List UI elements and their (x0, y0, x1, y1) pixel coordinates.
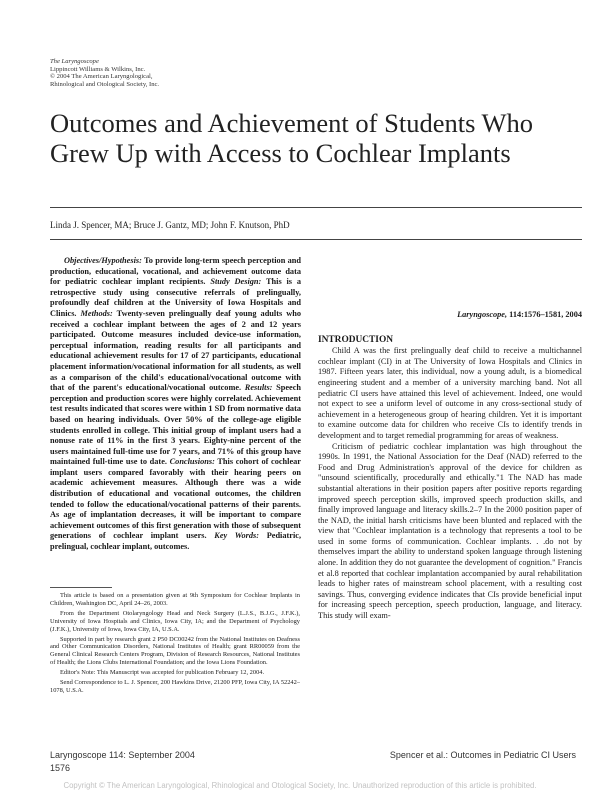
abstract-citation (318, 310, 582, 321)
journal-name: The Laryngoscope (50, 58, 99, 65)
article-notes (50, 592, 300, 697)
copyright-watermark: Copyright © The American Laryngological, Rhinological and Otological Society, Inc. Unauthorized reproduction of this article is prohibited. (63, 781, 537, 790)
page-number: 1576 (50, 763, 71, 773)
design-text: This is a retrospective study using consecutive referrals of prelingually, profoundly deaf children at the University of Iowa Hospitals and Clinics. (50, 277, 302, 318)
note-affiliation: From the Department Otolaryngology Head and Neck Surgery (L.J.S., B.J.G., J.F.K.), University of Iowa Hospitals and Clinics, Iowa City, IA; and the Department of Psychology (J.F.K.), University of Iowa, Iowa City, IA, U.S.A. (50, 609, 300, 633)
methods-text: Twenty-seven prelingually deaf young adults who received a cochlear implant between the ages of 2 and 12 years participated. Outcome measures included device-use information, perceptual information, reading results for all participants and educational achievement results for 17 of 27 participants, educational placement information/vocational information for all students, as well as a comparison of the child's educational/vocational outcome with that of the parent's educational/vocational outcome. (50, 308, 301, 393)
footer-running-title: Spencer et al.: Outcomes in Pediatric CI Users (389, 750, 576, 760)
objectives-text: To provide long-term speech perception and production, educational, vocational, and achievement outcome data for pediatric cochlear implant recipients. (50, 256, 301, 287)
author-list: Linda J. Spencer, MA; Bruce J. Gantz, MD; John F. Knutson, PhD (50, 220, 290, 230)
keywords-text: Pediatric, prelingual, cochlear implant, outcomes. (50, 531, 302, 552)
intro-paragraph-2: Criticism of pediatric cochlear implantation was high throughout the 1990s. In 1991, the National Association for the Deaf (NAD) referred to the Food and Drug Administration's approval of the device for children as "unsound scientifically, procedurally and ethically."1 The NAD has made substantial alterations in their position papers after positive reports regarding improved speech perception skills, improved speech production skills, and finally improved language and literacy skills.2–7 In the 2000 position paper of the NAD, the initial harsh criticisms have been blunted and replaced with the view that "Cochlear implantation is a technology that represents a tool to be used in some forms of communication. Cochlear implants. . .do not by themselves impart the ability to understand spoken language through listening alone. In addition they do not guarantee the development of cognition." Francis et al.8 reported that cochlear implantation accompanied by aural rehabilitation leads to higher rates of mainstream school placement, with a resulting cost savings. Thus, converging evidence indicates that CIs provide beneficial input for increasing speech perception, speech production, language, and literacy. This study will exam- (318, 441, 582, 621)
note-presentation: This article is based on a presentation given at 9th Symposium for Cochlear Implants in Children, Washington DC, April 24–26, 2003. (50, 592, 300, 607)
results-text: Speech perception and production scores were highly correlated. Achievement test results indicated that scores were within 1 SD from normative data based on hearing individuals. Over 50% of the college-age eligible students enrolled in college. This initial group of implant users had a nonuse rate of 11% in the first 3 years. Eighty-nine percent of the users maintained full-time use for 7 years, and 71% of this group have maintained full-time use to date. (50, 383, 302, 467)
design-label: Study Design: (210, 277, 262, 287)
article-title: Outcomes and Achievement of Students Who Grew Up with Access to Cochlear Implants (50, 108, 534, 168)
footer-journal: Laryngoscope 114: September 2004 (50, 750, 195, 760)
objectives-label: Objectives/Hypothesis: (64, 256, 142, 265)
intro-paragraph-1: Child A was the first prelingually deaf child to receive a multichannel cochlear implant (CI) in at The University of Iowa Hospitals and Clinics in 1987. Fifteen years later, this individual, now a young adult, is a biomedical engineering student and a member of a university marching band. Not all pediatric CI users have attained this level of achievement. Indeed, one would not expect to see a uniform level of outcome in any cross-sectional study of achievement in a heterogeneous group of hearing children. Yet it is important to examine outcome data for children who receive CIs to identify trends in development and to target remedial programming for areas of weakness. (318, 346, 582, 440)
abstract-left (50, 256, 301, 553)
spacer (318, 321, 582, 335)
conclusions-text: This cohort of cochlear implant users compared favorably with their hearing peers on academic achievement measures. Although there was a wide distribution of educational and vocational outcomes, the children tended to follow the educational/vocational patterns of their parents. As age of implantation decreases, it will be important to compare achievement outcomes of this first generation with those of subsequent generations of cochlear implant users. (50, 457, 301, 541)
keywords-label: Key Words: (214, 531, 259, 541)
note-correspondence: Send Correspondence to L. J. Spencer, 200 Hawkins Drive, 21200 PFP, Iowa City, IA 52242–1078, U.S.A. (50, 679, 300, 694)
abstract-text (50, 256, 301, 553)
results-label: Results: (244, 383, 273, 393)
abstract-continued-space (318, 256, 582, 310)
publication-info (50, 58, 159, 88)
citation-journal: Laryngoscope, (457, 310, 508, 319)
copyright-line-1: © 2004 The American Laryngological, (50, 73, 153, 81)
notes-divider (50, 587, 112, 588)
introduction-heading: INTRODUCTION (318, 334, 394, 345)
publisher-name: Lippincott Williams & Wilkins, Inc. (50, 65, 146, 73)
methods-label: Methods: (80, 308, 113, 318)
citation-ref: 114:1576–1581, 2004 (509, 310, 582, 319)
note-editor: Editor's Note: This Manuscript was accepted for publication February 12, 2004. (60, 669, 265, 677)
title-divider (50, 207, 582, 208)
note-funding: Supported in part by research grant 2 P50 DC00242 from the National Institutes on Deafness and Other Communication Disorders, National Institutes of Health; grant RR00059 from the General Clinical Research Centers Program, Division of Research Resources, National Institutes of Health; the Lions Clubs International Foundation; and the Iowa Lions Foundation. (50, 635, 300, 667)
body-right (318, 256, 582, 622)
author-divider (50, 239, 582, 240)
copyright-line-2: Rhinological and Otological Society, Inc. (50, 80, 160, 88)
conclusions-label: Conclusions: (169, 457, 215, 467)
